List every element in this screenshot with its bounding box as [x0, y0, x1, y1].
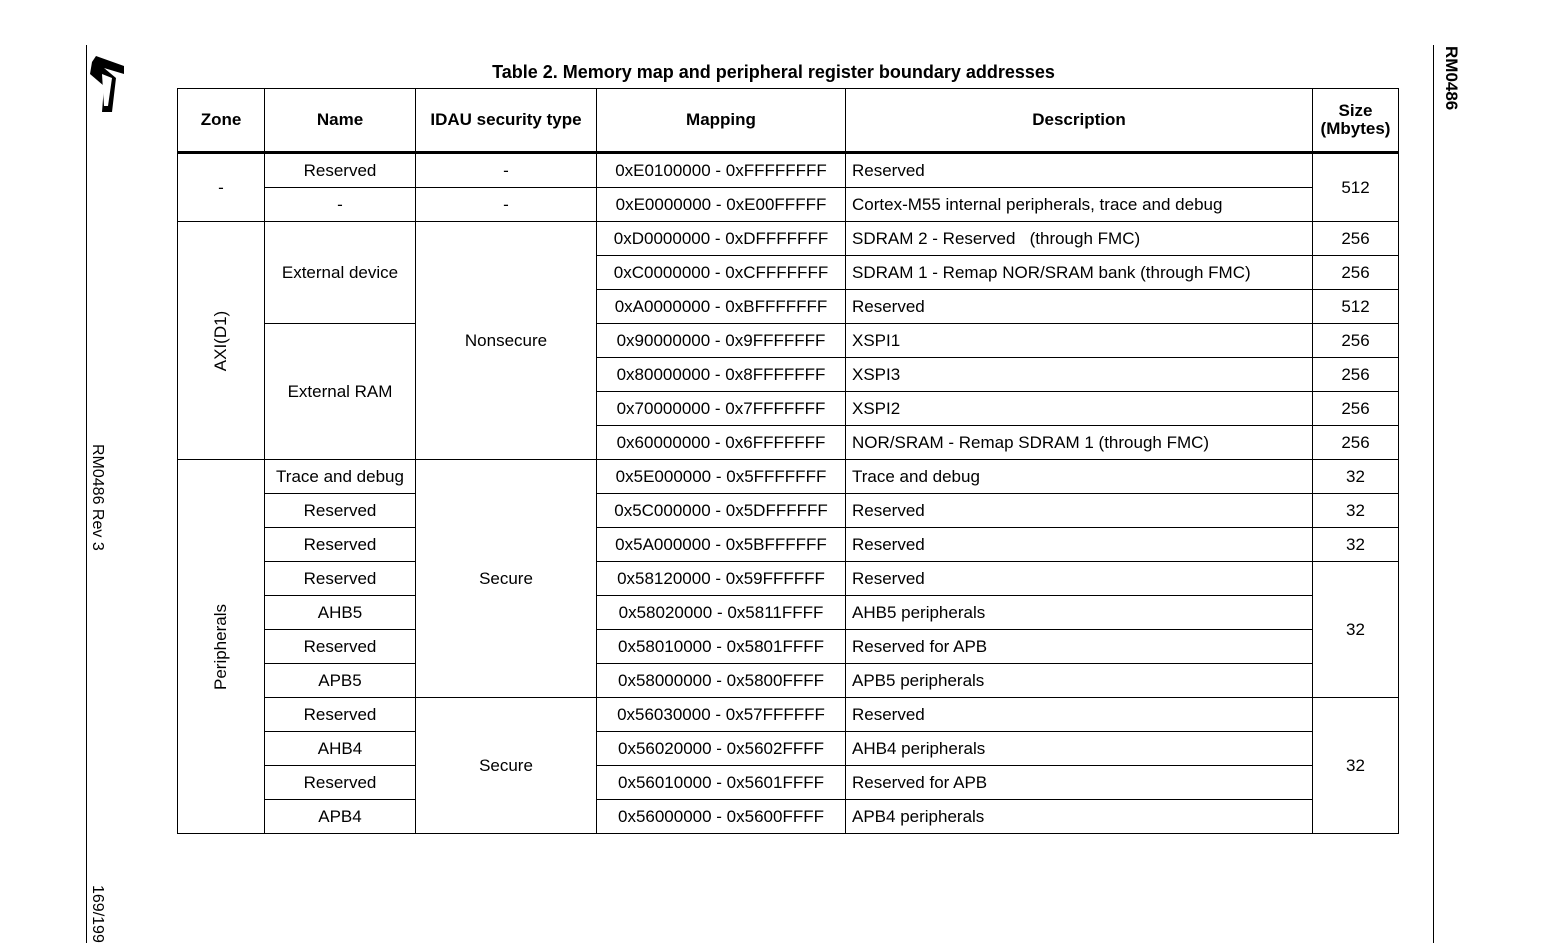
name-cell: Reserved [265, 494, 416, 528]
size-cell: 32 [1313, 698, 1399, 834]
name-cell: Reserved [265, 630, 416, 664]
st-logo-icon [90, 56, 124, 112]
zone-cell: - [178, 153, 265, 222]
column-header-mapping: Mapping [597, 89, 846, 153]
table-row [178, 800, 1399, 834]
page-number: 169/199 [89, 885, 106, 943]
security-cell: - [416, 153, 597, 188]
mapping-cell: 0x58010000 - 0x5801FFFF [597, 630, 846, 664]
mapping-cell: 0x70000000 - 0x7FFFFFFF [597, 392, 846, 426]
table-header-row [178, 89, 1399, 153]
table-row [178, 528, 1399, 562]
memory-map-table [177, 88, 1399, 834]
name-cell: Reserved [265, 528, 416, 562]
size-cell: 256 [1313, 426, 1399, 460]
mapping-cell: 0x56020000 - 0x5602FFFF [597, 732, 846, 766]
name-cell: External device [265, 222, 416, 324]
security-cell: Nonsecure [416, 222, 597, 460]
table-row [178, 698, 1399, 732]
name-cell: Reserved [265, 766, 416, 800]
description-cell: Reserved [846, 698, 1313, 732]
mapping-cell: 0x58120000 - 0x59FFFFFF [597, 562, 846, 596]
mapping-cell: 0xA0000000 - 0xBFFFFFFF [597, 290, 846, 324]
size-cell: 256 [1313, 222, 1399, 256]
right-margin-rule [1433, 45, 1434, 943]
mapping-cell: 0x5A000000 - 0x5BFFFFFF [597, 528, 846, 562]
size-cell: 32 [1313, 460, 1399, 494]
description-cell: Reserved [846, 528, 1313, 562]
name-cell: Reserved [265, 698, 416, 732]
description-cell: XSPI3 [846, 358, 1313, 392]
doc-id: RM0486 [1442, 46, 1461, 111]
column-header-name: Name [265, 89, 416, 153]
zone-cell: Peripherals [178, 460, 265, 834]
size-cell: 256 [1313, 358, 1399, 392]
zone-cell: AXI(D1) [178, 222, 265, 460]
description-cell: APB4 peripherals [846, 800, 1313, 834]
name-cell: APB4 [265, 800, 416, 834]
size-cell: 256 [1313, 256, 1399, 290]
table-row [178, 188, 1399, 222]
mapping-cell: 0x5E000000 - 0x5FFFFFFF [597, 460, 846, 494]
table-row [178, 324, 1399, 358]
mapping-cell: 0x56030000 - 0x57FFFFFF [597, 698, 846, 732]
table-row [178, 732, 1399, 766]
column-header-security: IDAU security type [416, 89, 597, 153]
name-cell: Trace and debug [265, 460, 416, 494]
description-cell: NOR/SRAM - Remap SDRAM 1 (through FMC) [846, 426, 1313, 460]
mapping-cell: 0x5C000000 - 0x5DFFFFFF [597, 494, 846, 528]
column-header-description: Description [846, 89, 1313, 153]
description-cell: XSPI2 [846, 392, 1313, 426]
mapping-cell: 0x90000000 - 0x9FFFFFFF [597, 324, 846, 358]
description-cell: Reserved [846, 290, 1313, 324]
mapping-cell: 0xC0000000 - 0xCFFFFFFF [597, 256, 846, 290]
description-cell: AHB5 peripherals [846, 596, 1313, 630]
column-header-zone: Zone [178, 89, 265, 153]
column-header-size: Size (Mbytes) [1313, 89, 1399, 153]
table-row [178, 664, 1399, 698]
description-cell: SDRAM 2 - Reserved (through FMC) [846, 222, 1313, 256]
description-cell: Reserved [846, 494, 1313, 528]
mapping-cell: 0xD0000000 - 0xDFFFFFFF [597, 222, 846, 256]
table-row [178, 562, 1399, 596]
name-cell: AHB4 [265, 732, 416, 766]
table-row [178, 153, 1399, 188]
security-cell: Secure [416, 460, 597, 698]
description-cell: SDRAM 1 - Remap NOR/SRAM bank (through FMC) [846, 256, 1313, 290]
mapping-cell: 0x58020000 - 0x5811FFFF [597, 596, 846, 630]
doc-revision: RM0486 Rev 3 [89, 444, 106, 551]
left-margin-rule [86, 45, 87, 943]
description-cell: XSPI1 [846, 324, 1313, 358]
table-row [178, 460, 1399, 494]
mapping-cell: 0xE0100000 - 0xFFFFFFFF [597, 153, 846, 188]
mapping-cell: 0xE0000000 - 0xE00FFFFF [597, 188, 846, 222]
size-cell: 512 [1313, 153, 1399, 222]
table-row [178, 596, 1399, 630]
description-cell: Cortex-M55 internal peripherals, trace and debug [846, 188, 1313, 222]
mapping-cell: 0x80000000 - 0x8FFFFFFF [597, 358, 846, 392]
table-row [178, 494, 1399, 528]
description-cell: Reserved for APB [846, 766, 1313, 800]
table-caption: Table 2. Memory map and peripheral register boundary addresses [492, 62, 1055, 82]
mapping-cell: 0x56000000 - 0x5600FFFF [597, 800, 846, 834]
size-cell: 32 [1313, 528, 1399, 562]
description-cell: AHB4 peripherals [846, 732, 1313, 766]
mapping-cell: 0x60000000 - 0x6FFFFFFF [597, 426, 846, 460]
name-cell: - [265, 188, 416, 222]
table-row [178, 766, 1399, 800]
size-cell: 32 [1313, 562, 1399, 698]
description-cell: APB5 peripherals [846, 664, 1313, 698]
size-cell: 256 [1313, 324, 1399, 358]
name-cell: APB5 [265, 664, 416, 698]
mapping-cell: 0x58000000 - 0x5800FFFF [597, 664, 846, 698]
name-cell: External RAM [265, 324, 416, 460]
size-cell: 256 [1313, 392, 1399, 426]
security-cell: Secure [416, 698, 597, 834]
name-cell: Reserved [265, 562, 416, 596]
mapping-cell: 0x56010000 - 0x5601FFFF [597, 766, 846, 800]
size-cell: 32 [1313, 494, 1399, 528]
description-cell: Trace and debug [846, 460, 1313, 494]
security-cell: - [416, 188, 597, 222]
name-cell: Reserved [265, 153, 416, 188]
table-row [178, 222, 1399, 256]
size-cell: 512 [1313, 290, 1399, 324]
name-cell: AHB5 [265, 596, 416, 630]
description-cell: Reserved [846, 562, 1313, 596]
table-row [178, 630, 1399, 664]
description-cell: Reserved for APB [846, 630, 1313, 664]
description-cell: Reserved [846, 153, 1313, 188]
